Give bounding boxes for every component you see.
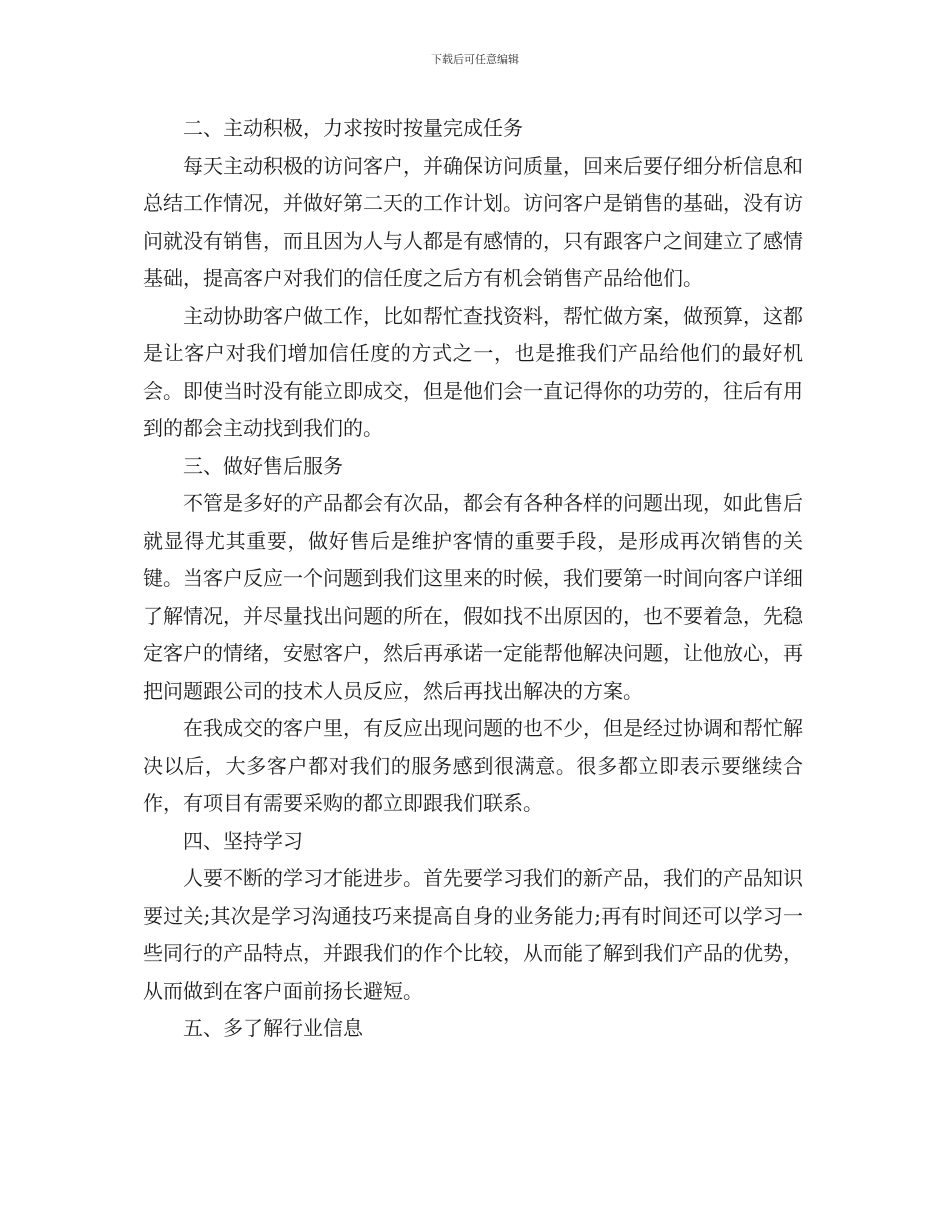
body-paragraph: 人要不断的学习才能进步。首先要学习我们的新产品，我们的产品知识要过关;其次是学习沟通技巧来提高自身的业务能力;再有时间还可以学习一些同行的产品特点，并跟我们的作个比较，从而能了解到我们产品的优势，从而做到在客户面前扬长避短。 <box>143 866 803 1003</box>
body-paragraph: 主动协助客户做工作，比如帮忙查找资料，帮忙做方案，做预算，这都是让客户对我们增加信任度的方式之一，也是推我们产品给他们的最好机会。即使当时没有能立即成交，但是他们会一直记得你的功劳的，往后有用到的都会主动找到我们的。 <box>143 303 803 440</box>
body-paragraph: 不管是多好的产品都会有次品，都会有各种各样的问题出现，如此售后就显得尤其重要，做好售后是维护客情的重要手段，是形成再次销售的关键。当客户反应一个问题到我们这里来的时候，我们要第一时间向客户详细了解情况，并尽量找出问题的所在，假如找不出原因的，也不要着急，先稳定客户的情绪，安慰客户，然后再承诺一定能帮他解决问题，让他放心，再把问题跟公司的技术人员反应，然后再找出解决的方案。 <box>143 491 803 703</box>
body-paragraph: 在我成交的客户里，有反应出现问题的也不少，但是经过协调和帮忙解决以后，大多客户都对我们的服务感到很满意。很多都立即表示要继续合作，有项目有需要采购的都立即跟我们联系。 <box>143 716 803 815</box>
page-header: 下载后可任意编辑 <box>431 53 519 66</box>
body-paragraph: 每天主动积极的访问客户，并确保访问质量，回来后要仔细分析信息和总结工作情况，并做好第二天的工作计划。访问客户是销售的基础，没有访问就没有销售，而且因为人与人都是有感情的，只有跟客户之间建立了感情基础，提高客户对我们的信任度之后方有机会销售产品给他们。 <box>143 153 803 290</box>
section-heading-5: 五、多了解行业信息 <box>183 1016 363 1040</box>
section-heading-3: 三、做好售后服务 <box>183 453 343 478</box>
section-heading-2: 二、主动积极，力求按时按量完成任务 <box>183 116 523 140</box>
section-heading-4: 四、坚持学习 <box>183 828 303 853</box>
document-body <box>143 110 803 1048</box>
